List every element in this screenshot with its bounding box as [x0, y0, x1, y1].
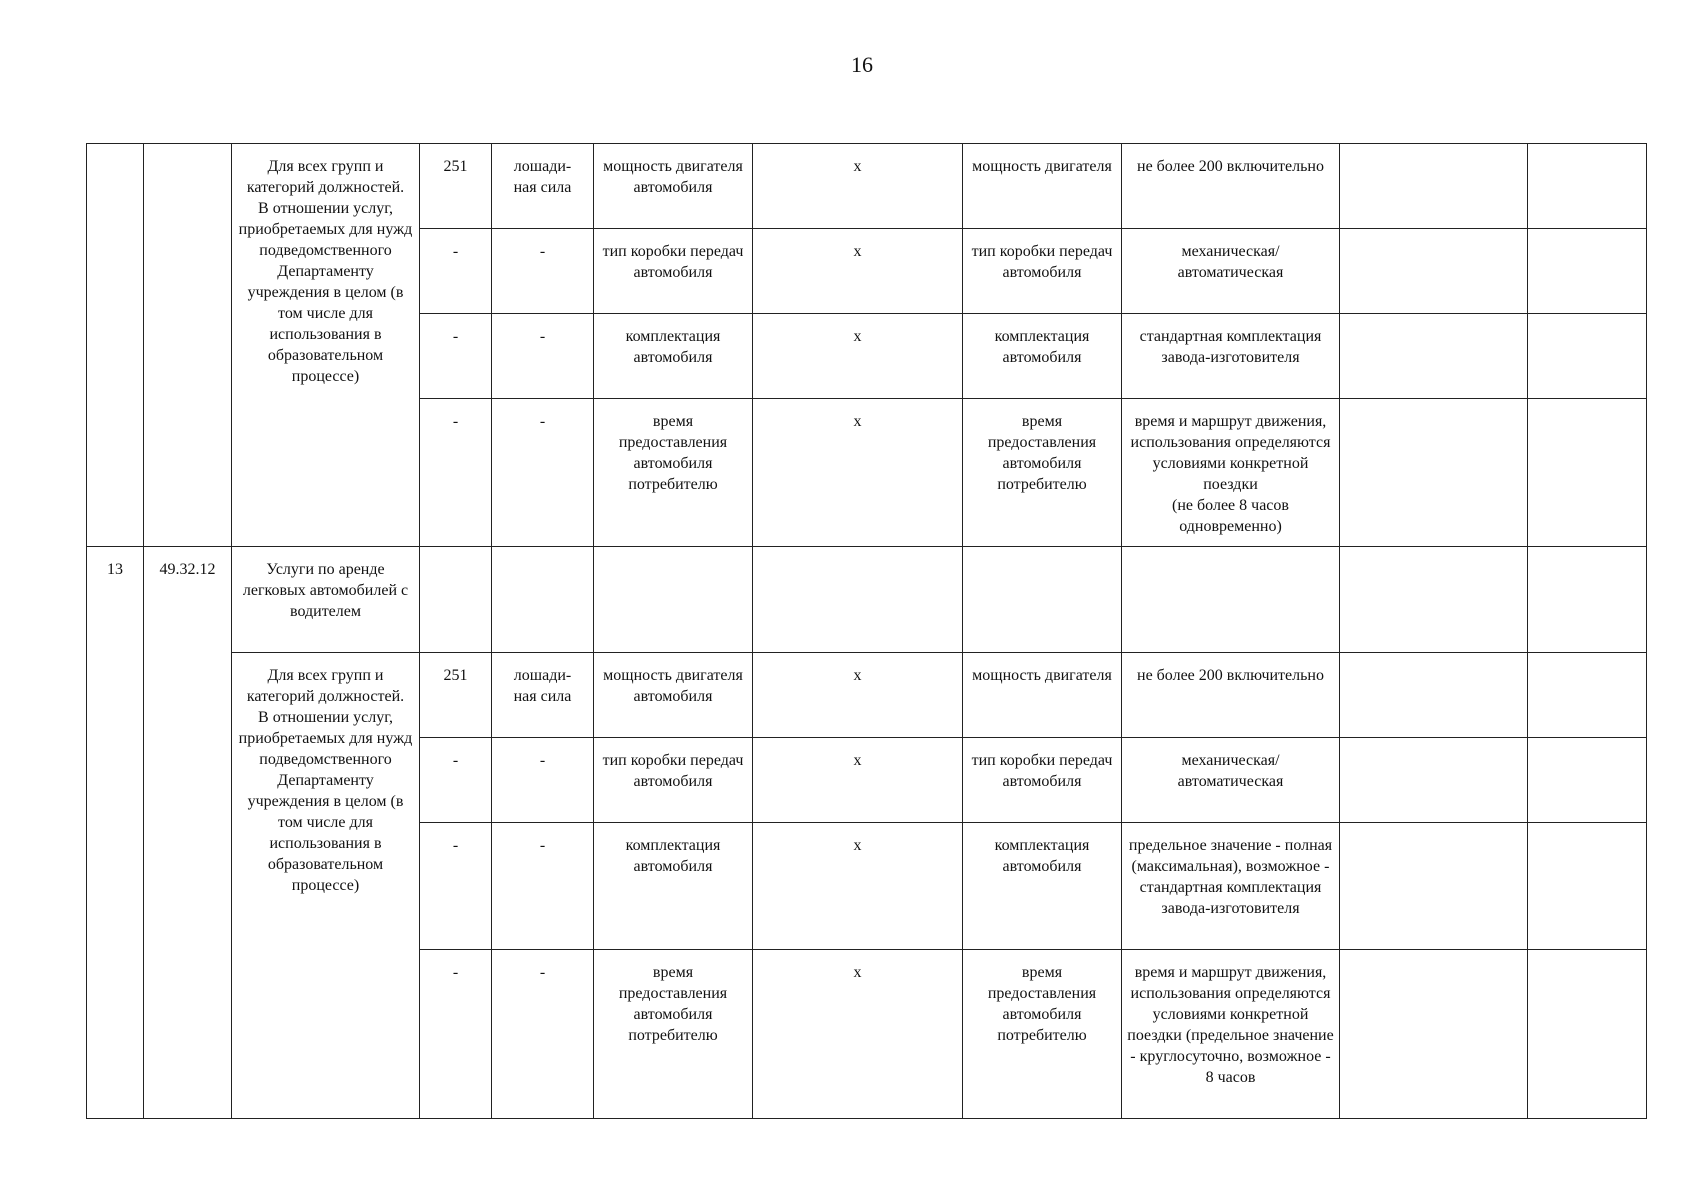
characteristic-2: тип коробки передач автомобиля	[963, 738, 1122, 823]
empty-cell	[1528, 314, 1647, 399]
page-number: 16	[851, 52, 873, 77]
characteristic-2: время предоставления автомобиля потребителю	[963, 950, 1122, 1119]
characteristic: комплектация автомобиля	[594, 823, 753, 950]
characteristic-value: стандартная комплектация завода-изготовителя	[1122, 314, 1340, 399]
characteristic-2: комплектация автомобиля	[963, 823, 1122, 950]
empty-cell	[1528, 653, 1647, 738]
empty-cell	[1340, 314, 1528, 399]
empty-cell	[1528, 823, 1647, 950]
empty-cell	[963, 547, 1122, 653]
empty-cell	[1528, 229, 1647, 314]
characteristic: время предоставления автомобиля потребителю	[594, 399, 753, 547]
empty-cell	[1340, 823, 1528, 950]
empty-cell	[594, 547, 753, 653]
unit-name: лошади- ная сила	[492, 144, 594, 229]
unit-name: -	[492, 823, 594, 950]
unit-name: -	[492, 314, 594, 399]
okei-code: -	[420, 823, 492, 950]
empty-cell	[1340, 399, 1528, 547]
empty-cell	[1528, 399, 1647, 547]
characteristic-value: механическая/ автоматическая	[1122, 738, 1340, 823]
characteristic-value: время и маршрут движения, использования определяются условиями конкретной поездки (предельное значение - круглосуточно, возможное - 8 часов	[1122, 950, 1340, 1119]
empty-cell	[753, 547, 963, 653]
empty-cell	[492, 547, 594, 653]
empty-cell	[1340, 738, 1528, 823]
empty-cell	[1528, 547, 1647, 653]
unit-name: -	[492, 950, 594, 1119]
characteristic-value: время и маршрут движения, использования определяются условиями конкретной поездки (не более 8 часов одновременно)	[1122, 399, 1340, 547]
characteristic: мощность двигателя автомобиля	[594, 144, 753, 229]
characteristic-2: комплектация автомобиля	[963, 314, 1122, 399]
table-row	[87, 547, 1647, 653]
group-description: Для всех групп и категорий должностей. В отношении услуг, приобретаемых для нужд подведомственного Департаменту учреждения в целом (в том числе для использования в образовательном процессе)	[232, 653, 420, 1119]
characteristic-value: предельное значение - полная (максимальная), возможное - стандартная комплектация завода-изготовителя	[1122, 823, 1340, 950]
characteristic: время предоставления автомобиля потребителю	[594, 950, 753, 1119]
unit-name: лошади- ная сила	[492, 653, 594, 738]
characteristic-2: мощность двигателя	[963, 653, 1122, 738]
okei-code: -	[420, 314, 492, 399]
empty-cell	[1122, 547, 1340, 653]
okei-code: 251	[420, 653, 492, 738]
unit-name: -	[492, 229, 594, 314]
okei-code: 251	[420, 144, 492, 229]
characteristic-value: не более 200 включительно	[1122, 653, 1340, 738]
characteristic-2: тип коробки передач автомобиля	[963, 229, 1122, 314]
empty-cell	[1528, 738, 1647, 823]
value-placeholder: х	[753, 229, 963, 314]
value-placeholder: х	[753, 144, 963, 229]
empty-cell	[87, 144, 144, 547]
value-placeholder: х	[753, 823, 963, 950]
value-placeholder: х	[753, 314, 963, 399]
characteristic-2: мощность двигателя	[963, 144, 1122, 229]
characteristic: тип коробки передач автомобиля	[594, 229, 753, 314]
group-description: Для всех групп и категорий должностей. В отношении услуг, приобретаемых для нужд подведомственного Департаменту учреждения в целом (в том числе для использования в образовательном процессе)	[232, 144, 420, 547]
empty-cell	[1340, 229, 1528, 314]
characteristic-value: механическая/ автоматическая	[1122, 229, 1340, 314]
characteristic: тип коробки передач автомобиля	[594, 738, 753, 823]
okpd2-code: 49.32.12	[144, 547, 232, 1119]
requirements-table	[86, 143, 1647, 1119]
table-row	[87, 653, 1647, 738]
table-row	[87, 144, 1647, 229]
empty-cell	[144, 144, 232, 547]
okei-code: -	[420, 229, 492, 314]
value-placeholder: х	[753, 950, 963, 1119]
okei-code: -	[420, 738, 492, 823]
empty-cell	[1528, 950, 1647, 1119]
empty-cell	[420, 547, 492, 653]
empty-cell	[1340, 547, 1528, 653]
empty-cell	[1528, 144, 1647, 229]
characteristic-2: время предоставления автомобиля потребителю	[963, 399, 1122, 547]
unit-name: -	[492, 399, 594, 547]
value-placeholder: х	[753, 738, 963, 823]
characteristic: комплектация автомобиля	[594, 314, 753, 399]
item-name: Услуги по аренде легковых автомобилей с водителем	[232, 547, 420, 653]
value-placeholder: х	[753, 653, 963, 738]
characteristic: мощность двигателя автомобиля	[594, 653, 753, 738]
unit-name: -	[492, 738, 594, 823]
empty-cell	[1340, 653, 1528, 738]
empty-cell	[1340, 950, 1528, 1119]
characteristic-value: не более 200 включительно	[1122, 144, 1340, 229]
empty-cell	[1340, 144, 1528, 229]
okei-code: -	[420, 399, 492, 547]
item-number: 13	[87, 547, 144, 1119]
value-placeholder: х	[753, 399, 963, 547]
okei-code: -	[420, 950, 492, 1119]
